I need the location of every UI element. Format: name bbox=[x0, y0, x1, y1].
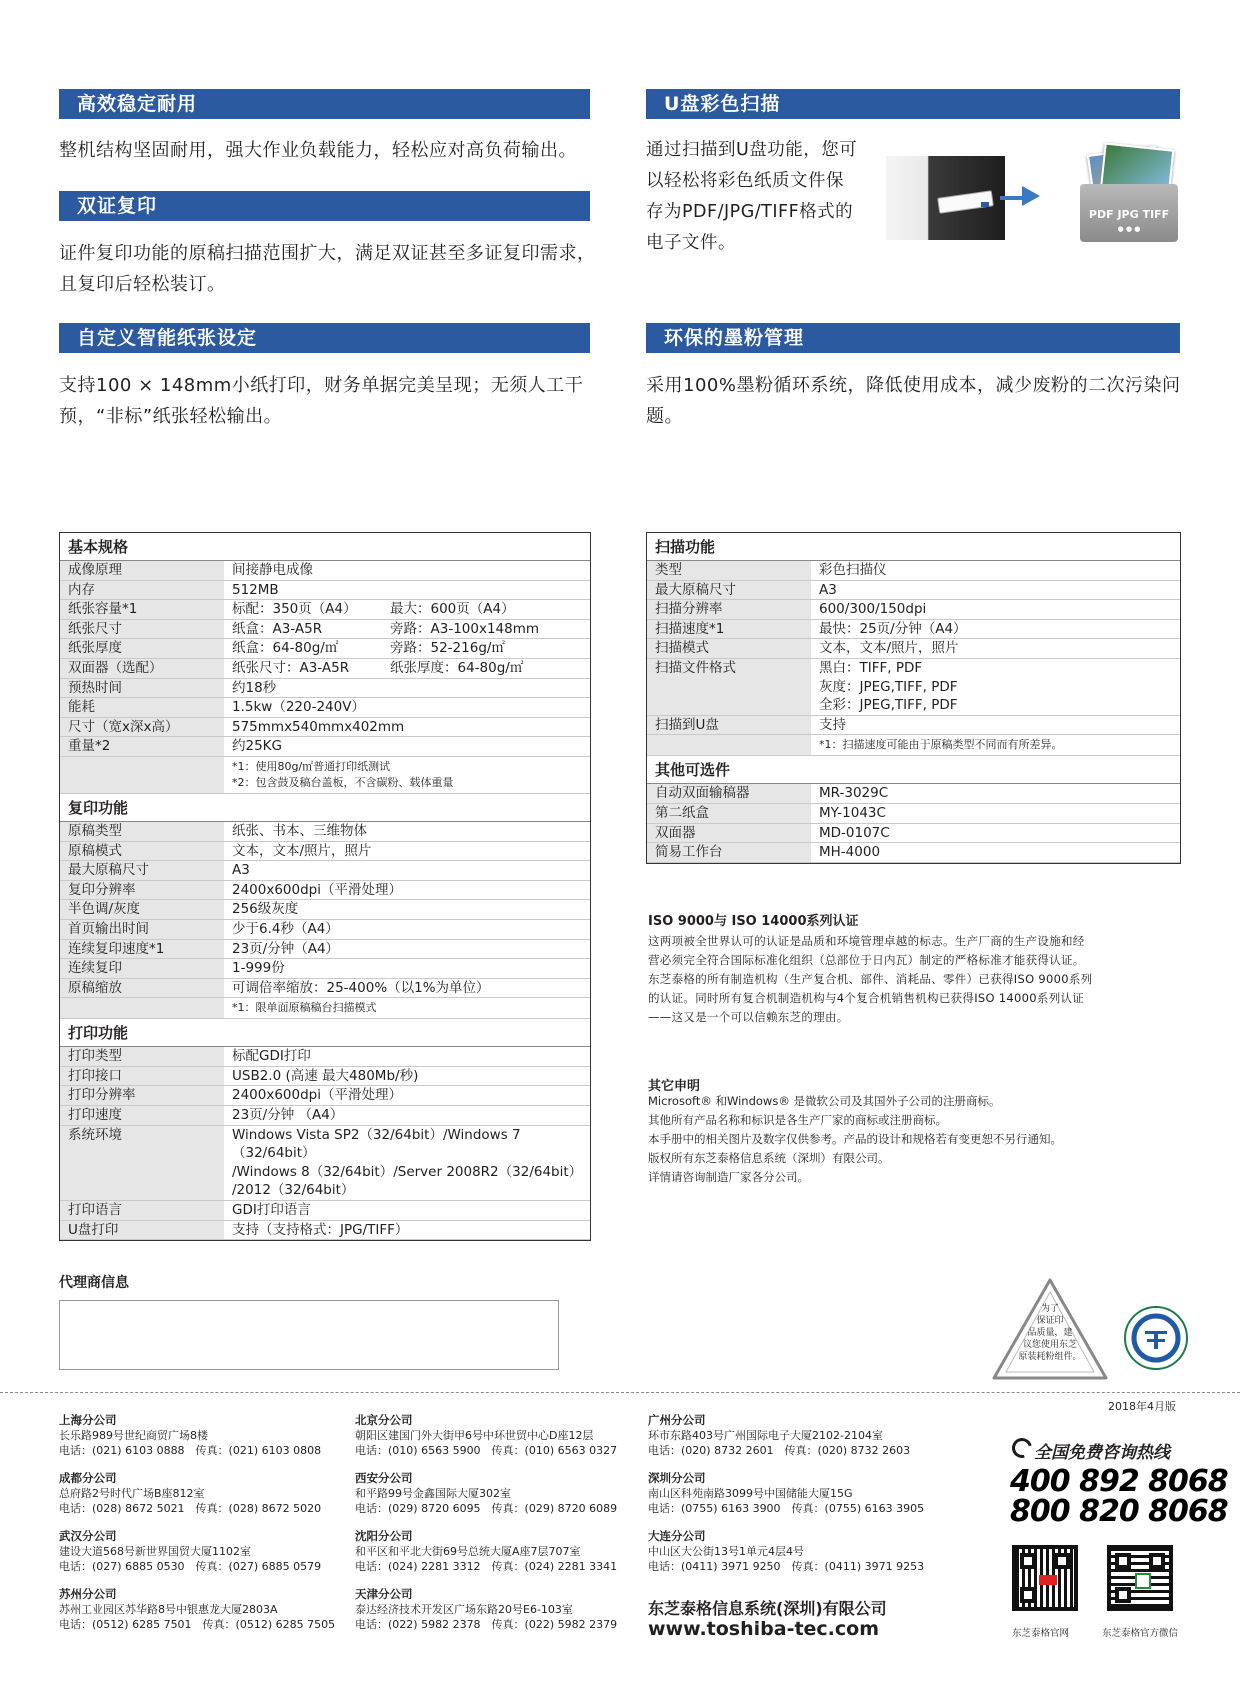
office-name: 广州分公司 bbox=[648, 1413, 706, 1427]
office-phone: 电话：(021) 6103 0888 传真：(021) 6103 0808 bbox=[59, 1444, 322, 1457]
copy-spec-label: 连续复印 bbox=[60, 959, 224, 978]
scan-spec-label: 扫描分辨率 bbox=[647, 600, 811, 619]
wechat-qr-code[interactable] bbox=[1107, 1545, 1173, 1611]
basic-spec-value-cell: 1.5kw（220-240V） bbox=[232, 699, 365, 716]
disclaimer-lines bbox=[648, 1092, 1148, 1187]
basic-spec-label: 成像原理 bbox=[60, 561, 224, 580]
iso-title: ISO 9000与 ISO 14000系列认证 bbox=[648, 914, 859, 929]
scan-spec-value-cell: 黑白：TIFF, PDF 灰度：JPEG,TIFF, PDF 全彩：JPEG,TIFF, PDF bbox=[819, 659, 958, 714]
copy-spec-row bbox=[60, 822, 590, 842]
basic-spec-label: 内存 bbox=[60, 581, 224, 600]
print-spec-label: U盘打印 bbox=[60, 1221, 224, 1240]
footer-divider bbox=[0, 1392, 1240, 1393]
options-spec-label: 双面器 bbox=[647, 824, 811, 843]
scan-spec-note-row bbox=[647, 735, 1180, 756]
company-name: 东芝泰格信息系统(深圳)有限公司 bbox=[648, 1599, 887, 1618]
office-xian bbox=[355, 1471, 645, 1529]
scan-spec-rows bbox=[647, 561, 1180, 735]
arrow-right-icon bbox=[1022, 186, 1040, 206]
environment-label-seal bbox=[1123, 1305, 1189, 1371]
office-name: 上海分公司 bbox=[59, 1413, 117, 1427]
section-text-durable: 整机结构坚固耐用，强大作业负载能力，轻松应对高负荷输出。 bbox=[59, 140, 577, 161]
spec-table-left bbox=[59, 532, 591, 1241]
basic-spec-value-alt: 最大：600页（A4） bbox=[390, 601, 515, 618]
scan-spec-row bbox=[647, 620, 1180, 640]
print-spec-value-cell: Windows Vista SP2（32/64bit）/Windows 7（32/64bit） /Windows 8（32/64bit）/Server 2008R2（32/64bit） /2012（32/64bit） bbox=[232, 1126, 583, 1199]
copy-spec-value-cell: 少于6.4秒（A4） bbox=[232, 920, 339, 937]
office-phone: 电话：(022) 5982 2378 传真：(022) 5982 2379 bbox=[355, 1618, 618, 1631]
office-tianjin bbox=[355, 1587, 645, 1645]
basic-spec-label: 纸张容量*1 bbox=[60, 600, 224, 619]
scan-spec-row bbox=[647, 716, 1180, 736]
section-text-paper: 支持100 × 148mm小纸打印，财务单据完美呈现；无须人工干预，“非标”纸张轻松输出。 bbox=[59, 375, 584, 427]
office-dalian bbox=[648, 1529, 968, 1587]
print-spec-title: 打印功能 bbox=[60, 1019, 590, 1047]
office-address: 和平路99号金鑫国际大厦302室 bbox=[355, 1487, 511, 1500]
spec-table-right bbox=[646, 532, 1181, 864]
basic-spec-label: 纸张尺寸 bbox=[60, 620, 224, 639]
basic-spec-label: 重量*2 bbox=[60, 737, 224, 756]
print-spec-row bbox=[60, 1126, 590, 1201]
copy-spec-row bbox=[60, 881, 590, 901]
copy-spec-title: 复印功能 bbox=[60, 794, 590, 822]
print-spec-label: 打印分辨率 bbox=[60, 1086, 224, 1105]
basic-spec-label: 双面器（选配） bbox=[60, 659, 224, 678]
office-address: 和平区和平北大街69号总统大厦A座7层707室 bbox=[355, 1545, 581, 1558]
scan-spec-value-cell: 600/300/150dpi bbox=[819, 601, 927, 618]
office-name: 大连分公司 bbox=[648, 1529, 706, 1543]
office-suzhou bbox=[59, 1587, 339, 1645]
office-column-1 bbox=[59, 1413, 339, 1645]
copy-spec-label: 首页输出时间 bbox=[60, 920, 224, 939]
basic-spec-row bbox=[60, 659, 590, 679]
print-spec-value-cell: 2400x600dpi（平滑处理） bbox=[232, 1087, 403, 1104]
scan-spec-label: 类型 bbox=[647, 561, 811, 580]
office-address: 总府路2号时代广场B座812室 bbox=[59, 1487, 205, 1500]
copy-spec-row bbox=[60, 842, 590, 862]
print-spec-value-cell: 标配GDI打印 bbox=[232, 1048, 311, 1065]
disclaimer-title: 其它申明 bbox=[648, 1079, 701, 1094]
section-title-durable: 高效稳定耐用 bbox=[59, 89, 590, 119]
basic-spec-rows bbox=[60, 561, 590, 757]
office-address: 长乐路989号世纪商贸广场8楼 bbox=[59, 1429, 208, 1442]
options-spec-row bbox=[647, 843, 1180, 863]
print-spec-row bbox=[60, 1067, 590, 1087]
print-spec-rows bbox=[60, 1047, 590, 1240]
office-name: 武汉分公司 bbox=[59, 1529, 117, 1543]
print-spec-row bbox=[60, 1201, 590, 1221]
copy-spec-note-row bbox=[60, 998, 590, 1019]
copy-spec-label: 原稿模式 bbox=[60, 842, 224, 861]
genuine-toner-text: 为了 保证印 品质量，建 议您使用东芝 原装耗粉组件。 bbox=[1018, 1304, 1082, 1362]
office-phone: 电话：(0755) 6163 3900 传真：(0755) 6163 3905 bbox=[648, 1502, 925, 1515]
office-chengdu bbox=[59, 1471, 339, 1529]
disclaimer-line: 其他所有产品名称和标识是各生产厂家的商标或注册商标。 bbox=[648, 1113, 947, 1127]
office-column-2 bbox=[355, 1413, 645, 1645]
basic-spec-value-cell: 512MB bbox=[232, 581, 279, 598]
office-name: 西安分公司 bbox=[355, 1471, 413, 1485]
copy-spec-label: 半色调/灰度 bbox=[60, 900, 224, 919]
office-phone: 电话：(010) 6563 5900 传真：(010) 6563 0327 bbox=[355, 1444, 618, 1457]
basic-spec-row bbox=[60, 698, 590, 718]
scan-spec-row bbox=[647, 659, 1180, 716]
basic-spec-row bbox=[60, 679, 590, 699]
print-spec-value-cell: USB2.0 (高速 最大480Mb/秒) bbox=[232, 1067, 419, 1084]
office-name: 北京分公司 bbox=[355, 1413, 413, 1427]
section-title-toner: 环保的墨粉管理 bbox=[646, 323, 1180, 353]
basic-spec-value-cell bbox=[224, 639, 590, 658]
section-text-toner: 采用100%墨粉循环系统，降低使用成本，减少废粉的二次污染问题。 bbox=[646, 375, 1181, 427]
basic-spec-value: 标配：350页（A4） bbox=[232, 601, 357, 618]
scan-spec-row bbox=[647, 639, 1180, 659]
phone-icon bbox=[1008, 1434, 1035, 1461]
options-spec-value-cell: MR-3029C bbox=[819, 785, 889, 802]
office-guangzhou bbox=[648, 1413, 968, 1471]
scan-spec-value-cell: 文本，文本/照片，照片 bbox=[819, 640, 959, 657]
print-spec-row bbox=[60, 1086, 590, 1106]
iso-text: 这两项被全世界认可的认证是品质和环境管理卓越的标志。生产厂商的生产设施和经营必须完全符合国际标准化组织（总部位于日内瓦）制定的严格标准才能获得认证。东芝泰格的所有制造机构（生产复合机、部件、消耗品、零件）已获得ISO 9000系列的认证。同时所有复合机制造机构与4个复合机销售机构已获得ISO 14000系列认证——这又是一个可以信赖东芝的理由。 bbox=[648, 934, 1093, 1024]
basic-spec-value-cell bbox=[224, 620, 590, 639]
copy-spec-value-cell: 2400x600dpi（平滑处理） bbox=[232, 881, 403, 898]
basic-spec-value-alt: 旁路：A3-100x148mm bbox=[390, 620, 540, 637]
basic-spec-value-cell bbox=[224, 659, 590, 678]
basic-spec-value-cell: 575mmx540mmx402mm bbox=[232, 718, 405, 735]
office-address: 朝阳区建国门外大街甲6号中环世贸中心D座12层 bbox=[355, 1429, 594, 1442]
copy-spec-value-cell: 1-999份 bbox=[232, 960, 285, 977]
hotline-label: 全国免费咨询热线 bbox=[1034, 1443, 1170, 1463]
qr-label-website: 东芝泰格官网 bbox=[1012, 1628, 1070, 1639]
options-spec-label: 简易工作台 bbox=[647, 843, 811, 862]
options-spec-row bbox=[647, 804, 1180, 824]
copy-spec-row bbox=[60, 861, 590, 881]
basic-spec-value-cell bbox=[224, 600, 590, 619]
section-text-usbscan: 通过扫描到U盘功能，您可以轻松将彩色纸质文件保存为PDF/JPG/TIFF格式的电子文件。 bbox=[646, 140, 858, 253]
options-spec-row bbox=[647, 784, 1180, 804]
print-spec-value-cell: 23页/分钟 （A4） bbox=[232, 1107, 344, 1124]
office-name: 天津分公司 bbox=[355, 1587, 413, 1601]
copy-spec-row bbox=[60, 900, 590, 920]
section-title-idcopy: 双证复印 bbox=[59, 191, 590, 221]
options-spec-row bbox=[647, 824, 1180, 844]
basic-spec-note: *1：使用80g/㎡普通打印纸测试 *2：包含鼓及稿台盖板，不含碳粉、载体重量 bbox=[232, 759, 454, 789]
basic-spec-label: 尺寸（宽x深x高） bbox=[60, 718, 224, 737]
copy-spec-label: 原稿缩放 bbox=[60, 979, 224, 998]
basic-spec-value: 纸张尺寸：A3-A5R bbox=[232, 659, 350, 676]
office-address: 建设大道568号新世界国贸大厦1102室 bbox=[59, 1545, 251, 1558]
scan-spec-label: 扫描模式 bbox=[647, 639, 811, 658]
arrow-shaft bbox=[1000, 196, 1022, 200]
copy-spec-value-cell: 纸张、书本、三维物体 bbox=[232, 822, 367, 839]
document-folder-icon bbox=[1080, 146, 1178, 242]
office-shanghai bbox=[59, 1413, 339, 1471]
office-phone: 电话：(024) 2281 3312 传真：(024) 2281 3341 bbox=[355, 1560, 618, 1573]
hotline-number-2: 800 820 8068 bbox=[1010, 1494, 1228, 1529]
section-title-usbscan: U盘彩色扫描 bbox=[646, 89, 1180, 119]
scan-spec-title: 扫描功能 bbox=[647, 533, 1180, 561]
office-shenzhen bbox=[648, 1471, 968, 1529]
folder-dots: ● ● ● bbox=[1117, 225, 1141, 233]
scan-spec-label: 扫描文件格式 bbox=[647, 659, 811, 715]
print-spec-label: 打印语言 bbox=[60, 1201, 224, 1220]
options-spec-value-cell: MY-1043C bbox=[819, 804, 886, 821]
basic-spec-row bbox=[60, 600, 590, 620]
basic-spec-value-cell: 约25KG bbox=[232, 738, 282, 755]
copy-spec-label: 复印分辨率 bbox=[60, 881, 224, 900]
basic-spec-note-row bbox=[60, 757, 590, 794]
copy-spec-value-cell: 可调倍率缩放：25-400%（以1%为单位） bbox=[232, 979, 490, 996]
office-phone: 电话：(029) 8720 6095 传真：(029) 8720 6089 bbox=[355, 1502, 618, 1515]
scan-spec-note: *1：扫描速度可能由于原稿类型不同而有所差异。 bbox=[819, 738, 1063, 752]
copy-spec-row bbox=[60, 920, 590, 940]
basic-spec-row bbox=[60, 737, 590, 757]
usb-led bbox=[981, 202, 989, 207]
basic-spec-label: 能耗 bbox=[60, 698, 224, 717]
scan-spec-row bbox=[647, 600, 1180, 620]
basic-spec-value-cell: 间接静电成像 bbox=[232, 562, 313, 578]
basic-spec-value-alt: 旁路：52-216g/㎡ bbox=[390, 640, 505, 657]
scan-spec-row bbox=[647, 581, 1180, 601]
copy-spec-label: 连续复印速度*1 bbox=[60, 940, 224, 959]
print-spec-row bbox=[60, 1221, 590, 1241]
office-phone: 电话：(0512) 6285 7501 传真：(0512) 6285 7505 bbox=[59, 1618, 336, 1631]
disclaimer-line: Microsoft® 和Windows® 是微软公司及其国外子公司的注册商标。 bbox=[648, 1094, 1001, 1108]
print-spec-row bbox=[60, 1106, 590, 1126]
section-title-paper: 自定义智能纸张设定 bbox=[59, 323, 590, 353]
copy-spec-note: *1：限单面原稿稿台扫描模式 bbox=[232, 1001, 377, 1015]
office-name: 深圳分公司 bbox=[648, 1471, 706, 1485]
disclaimer-line: 详情请咨询制造厂家各分公司。 bbox=[648, 1170, 809, 1184]
scan-spec-label: 最大原稿尺寸 bbox=[647, 581, 811, 600]
office-name: 成都分公司 bbox=[59, 1471, 117, 1485]
office-wuhan bbox=[59, 1529, 339, 1587]
basic-spec-row bbox=[60, 561, 590, 581]
dealer-info-box[interactable] bbox=[59, 1300, 559, 1370]
scan-spec-label: 扫描速度*1 bbox=[647, 620, 811, 639]
scan-spec-value-cell: 彩色扫描仪 bbox=[819, 562, 887, 578]
copy-spec-row bbox=[60, 940, 590, 960]
scan-spec-value-cell: 最快：25页/分钟（A4） bbox=[819, 620, 967, 637]
office-address: 南山区科苑南路3099号中国储能大厦15G bbox=[648, 1487, 853, 1500]
basic-spec-value: 纸盒：A3-A5R bbox=[232, 620, 323, 637]
basic-spec-value-alt: 纸张厚度：64-80g/㎡ bbox=[390, 659, 524, 676]
basic-spec-row bbox=[60, 581, 590, 601]
print-spec-label: 系统环境 bbox=[60, 1126, 224, 1200]
website-qr-code[interactable] bbox=[1012, 1545, 1078, 1611]
options-spec-label: 自动双面输稿器 bbox=[647, 784, 811, 803]
office-phone: 电话：(027) 6885 0530 传真：(027) 6885 0579 bbox=[59, 1560, 322, 1573]
copy-spec-row bbox=[60, 959, 590, 979]
scan-spec-label: 扫描到U盘 bbox=[647, 716, 811, 735]
basic-spec-row bbox=[60, 718, 590, 738]
basic-spec-label: 纸张厚度 bbox=[60, 639, 224, 658]
disclaimer-line: 版权所有东芝泰格信息系统（深圳）有限公司。 bbox=[648, 1151, 890, 1165]
office-phone: 电话：(028) 8672 5021 传真：(028) 8672 5020 bbox=[59, 1502, 322, 1515]
copy-spec-label: 原稿类型 bbox=[60, 822, 224, 841]
copy-spec-value-cell: 256级灰度 bbox=[232, 901, 299, 918]
company-website-link[interactable]: www.toshiba-tec.com bbox=[648, 1618, 880, 1640]
print-spec-label: 打印类型 bbox=[60, 1047, 224, 1066]
copy-spec-value-cell: A3 bbox=[232, 862, 250, 879]
office-beijing bbox=[355, 1413, 645, 1471]
section-text-idcopy: 证件复印功能的原稿扫描范围扩大，满足双证甚至多证复印需求，且复印后轻松装订。 bbox=[59, 243, 596, 295]
copy-spec-rows bbox=[60, 822, 590, 998]
office-shenyang bbox=[355, 1529, 645, 1587]
office-column-3 bbox=[648, 1413, 968, 1587]
copy-spec-value-cell: 文本，文本/照片，照片 bbox=[232, 842, 372, 859]
print-spec-label: 打印速度 bbox=[60, 1106, 224, 1125]
basic-spec-label: 预热时间 bbox=[60, 679, 224, 698]
office-address: 环市东路403号广州国际电子大厦2102-2104室 bbox=[648, 1429, 883, 1442]
options-spec-value-cell: MH-4000 bbox=[819, 844, 881, 861]
scan-spec-value-cell: A3 bbox=[819, 581, 837, 598]
scan-spec-row bbox=[647, 561, 1180, 581]
office-address: 苏州工业园区苏华路8号中银惠龙大厦2803A bbox=[59, 1603, 278, 1616]
office-phone: 电话：(020) 8732 2601 传真：(020) 8732 2603 bbox=[648, 1444, 911, 1457]
basic-spec-value-cell: 约18秒 bbox=[232, 679, 277, 696]
disclaimer-line: 本手册中的相关图片及数字仅供参考。产品的设计和规格若有变更恕不另行通知。 bbox=[648, 1132, 1062, 1146]
print-spec-value-cell: GDI打印语言 bbox=[232, 1202, 311, 1219]
copy-spec-label: 最大原稿尺寸 bbox=[60, 861, 224, 880]
edition-label: 2018年4月版 bbox=[1108, 1400, 1176, 1413]
folder-format-label: PDF JPG TIFF bbox=[1088, 208, 1170, 221]
office-address: 中山区大公街13号1单元4层4号 bbox=[648, 1545, 804, 1558]
dealer-title: 代理商信息 bbox=[59, 1275, 129, 1291]
print-spec-row bbox=[60, 1047, 590, 1067]
basic-spec-value: 纸盒：64-80g/㎡ bbox=[232, 640, 339, 657]
office-phone: 电话：(0411) 3971 9250 传真：(0411) 3971 9253 bbox=[648, 1560, 925, 1573]
copy-spec-row bbox=[60, 979, 590, 999]
options-spec-label: 第二纸盒 bbox=[647, 804, 811, 823]
office-address: 泰达经济技术开发区广场东路20号E6-103室 bbox=[355, 1603, 573, 1616]
print-spec-value-cell: 支持（支持格式：JPG/TIFF） bbox=[232, 1221, 409, 1238]
basic-spec-title: 基本规格 bbox=[60, 533, 590, 561]
options-spec-value-cell: MD-0107C bbox=[819, 824, 890, 841]
basic-spec-row bbox=[60, 620, 590, 640]
printer-usb-image bbox=[886, 156, 1005, 240]
qr-label-wechat: 东芝泰格官方微信 bbox=[1102, 1628, 1179, 1639]
options-spec-title: 其他可选件 bbox=[647, 756, 1180, 784]
copy-spec-value-cell: 23页/分钟（A4） bbox=[232, 940, 340, 957]
scan-spec-value-cell: 支持 bbox=[819, 716, 846, 733]
office-name: 沈阳分公司 bbox=[355, 1529, 413, 1543]
print-spec-label: 打印接口 bbox=[60, 1067, 224, 1086]
basic-spec-row bbox=[60, 639, 590, 659]
options-spec-rows bbox=[647, 784, 1180, 862]
office-name: 苏州分公司 bbox=[59, 1587, 117, 1601]
hotline-number-1: 400 892 8068 bbox=[1010, 1464, 1228, 1499]
